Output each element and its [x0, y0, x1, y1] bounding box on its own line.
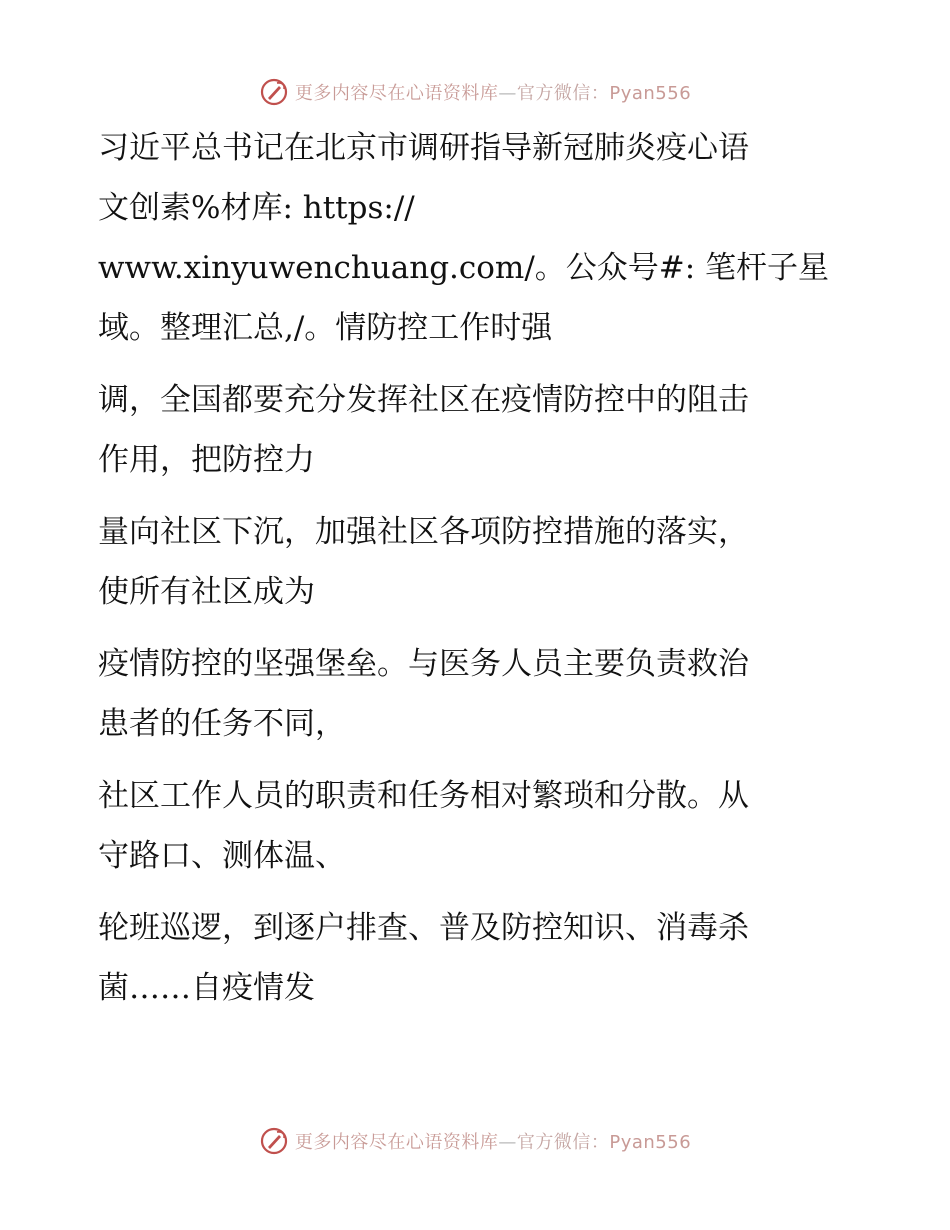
paragraph	[98, 370, 838, 490]
text-line: 菌……自疫情发	[98, 970, 315, 1006]
watermark-wechat-id: Pyan556	[609, 83, 692, 104]
paragraph	[98, 766, 838, 886]
footer-watermark	[0, 1121, 950, 1161]
watermark-wechat-label: 官方微信：	[516, 1132, 610, 1153]
text-line: 量向社区下沉，加强社区各项防控措施的落实，	[98, 514, 749, 550]
paragraph	[98, 898, 838, 1018]
paragraph	[98, 502, 838, 622]
text-line: 社区工作人员的职责和任务相对繁琐和分散。从	[98, 778, 749, 814]
paragraph	[98, 634, 838, 754]
text-line: 作用，把防控力	[98, 442, 315, 478]
text-line: 守路口、测体温、	[98, 838, 346, 874]
watermark-wechat-label: 官方微信：	[516, 83, 610, 104]
watermark-text	[295, 1128, 691, 1154]
watermark-wechat-id: Pyan556	[609, 1132, 692, 1153]
header-watermark	[0, 72, 950, 112]
watermark-dash: —	[498, 83, 517, 104]
document-body	[98, 118, 838, 1030]
text-line: 轮班巡逻，到逐户排查、普及防控知识、消毒杀	[98, 910, 749, 946]
text-line: 域。整理汇总,/。情防控工作时强	[98, 310, 553, 346]
text-line: www.xinyuwenchuang.com/。公众号#: 笔杆子星	[98, 250, 830, 286]
text-line: 习近平总书记在北京市调研指导新冠肺炎疫心语	[98, 130, 749, 166]
watermark-dash: —	[498, 1132, 517, 1153]
watermark-main-text: 更多内容尽在心语资料库	[294, 1132, 499, 1153]
watermark-text	[295, 79, 691, 105]
text-line: 文创素%材库: https://	[98, 190, 415, 226]
quill-logo-icon	[259, 1126, 289, 1156]
watermark-main-text: 更多内容尽在心语资料库	[294, 83, 499, 104]
paragraph	[98, 118, 838, 358]
text-line: 使所有社区成为	[98, 574, 315, 610]
text-line: 患者的任务不同，	[98, 706, 346, 742]
text-line: 调，全国都要充分发挥社区在疫情防控中的阻击	[98, 382, 749, 418]
text-line: 疫情防控的坚强堡垒。与医务人员主要负责救治	[98, 646, 749, 682]
quill-logo-icon	[259, 77, 289, 107]
